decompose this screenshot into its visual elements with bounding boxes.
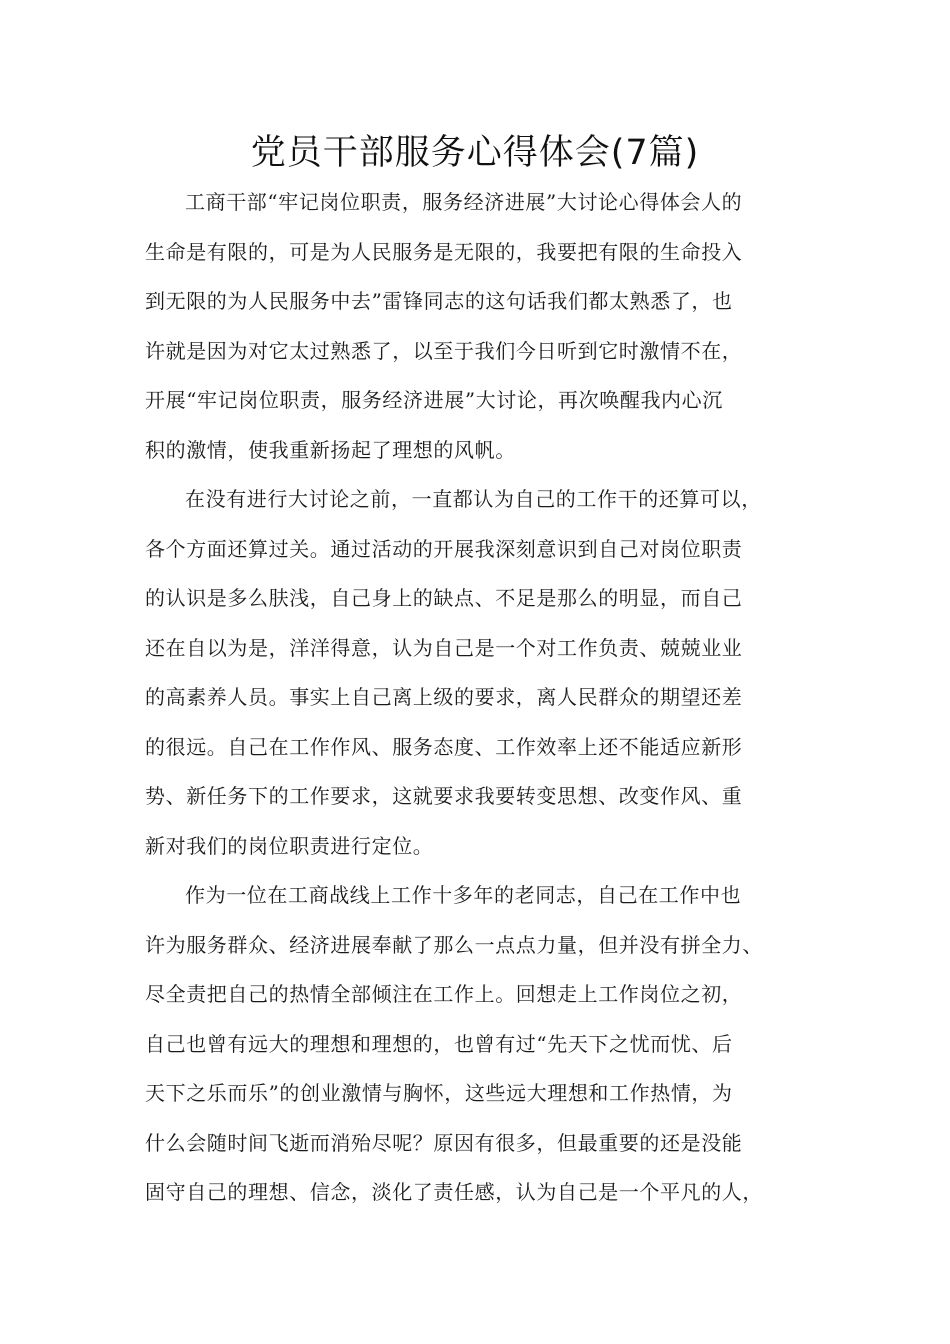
paragraph-3-line-7: 固守自己的理想、信念，淡化了责任感，认为自己是一个平凡的人， <box>145 1180 763 1204</box>
paragraph-2-line-3: 的认识是多么肤浅，自己身上的缺点、不足是那么的明显，而自己 <box>145 586 743 610</box>
paragraph-2-line-7: 势、新任务下的工作要求，这就要求我要转变思想、改变作风、重 <box>145 784 743 808</box>
paragraph-1-line-4: 许就是因为对它太过熟悉了，以至于我们今日听到它时激情不在， <box>145 338 743 363</box>
paragraph-3-line-1: 作为一位在工商战线上工作十多年的老同志，自己在工作中也 <box>185 883 742 907</box>
paragraph-1-line-1: 工商干部“牢记岗位职责，服务经济进展”大讨论心得体会人的 <box>185 190 743 214</box>
paragraph-3-line-4: 自己也曾有远大的理想和理想的，也曾有过“先天下之忧而忧、后 <box>145 1031 733 1056</box>
paragraph-2-line-8: 新对我们的岗位职责进行定位。 <box>145 833 434 858</box>
paragraph-2-line-4: 还在自以为是，洋洋得意，认为自己是一个对工作负责、兢兢业业 <box>145 635 743 660</box>
paragraph-2-line-6: 的很远。自己在工作作风、服务态度、工作效率上还不能适应新形 <box>145 734 743 759</box>
paragraph-3-line-5: 天下之乐而乐”的创业激情与胸怀，这些远大理想和工作热情，为 <box>145 1081 733 1105</box>
document-body <box>145 178 825 1218</box>
paragraph-1-line-6: 积的激情，使我重新扬起了理想的风帆。 <box>145 437 516 462</box>
paragraph-1-line-5: 开展“牢记岗位职责，服务经济进展”大讨论，再次唤醒我内心沉 <box>145 388 723 412</box>
document-title: 党员干部服务心得体会(7篇) <box>250 133 700 173</box>
paragraph-1-line-2: 生命是有限的，可是为人民服务是无限的，我要把有限的生命投入 <box>145 239 743 264</box>
paragraph-2-line-2: 各个方面还算过关。通过活动的开展我深刻意识到自己对岗位职责 <box>145 536 743 561</box>
paragraph-1-line-3: 到无限的为人民服务中去”雷锋同志的这句话我们都太熟悉了，也 <box>145 289 733 313</box>
paragraph-3-line-6: 什么会随时间飞逝而消殆尽呢？原因有很多，但最重要的还是没能 <box>145 1130 743 1155</box>
paragraph-2-line-5: 的高素养人员。事实上自己离上级的要求，离人民群众的期望还差 <box>145 685 743 709</box>
paragraph-2-line-1: 在没有进行大讨论之前，一直都认为自己的工作干的还算可以， <box>185 487 762 511</box>
paragraph-3-line-2: 许为服务群众、经济进展奉献了那么一点点力量，但并没有拼全力、 <box>145 932 763 957</box>
paragraph-3-line-3: 尽全责把自己的热情全部倾注在工作上。回想走上工作岗位之初， <box>145 982 743 1006</box>
